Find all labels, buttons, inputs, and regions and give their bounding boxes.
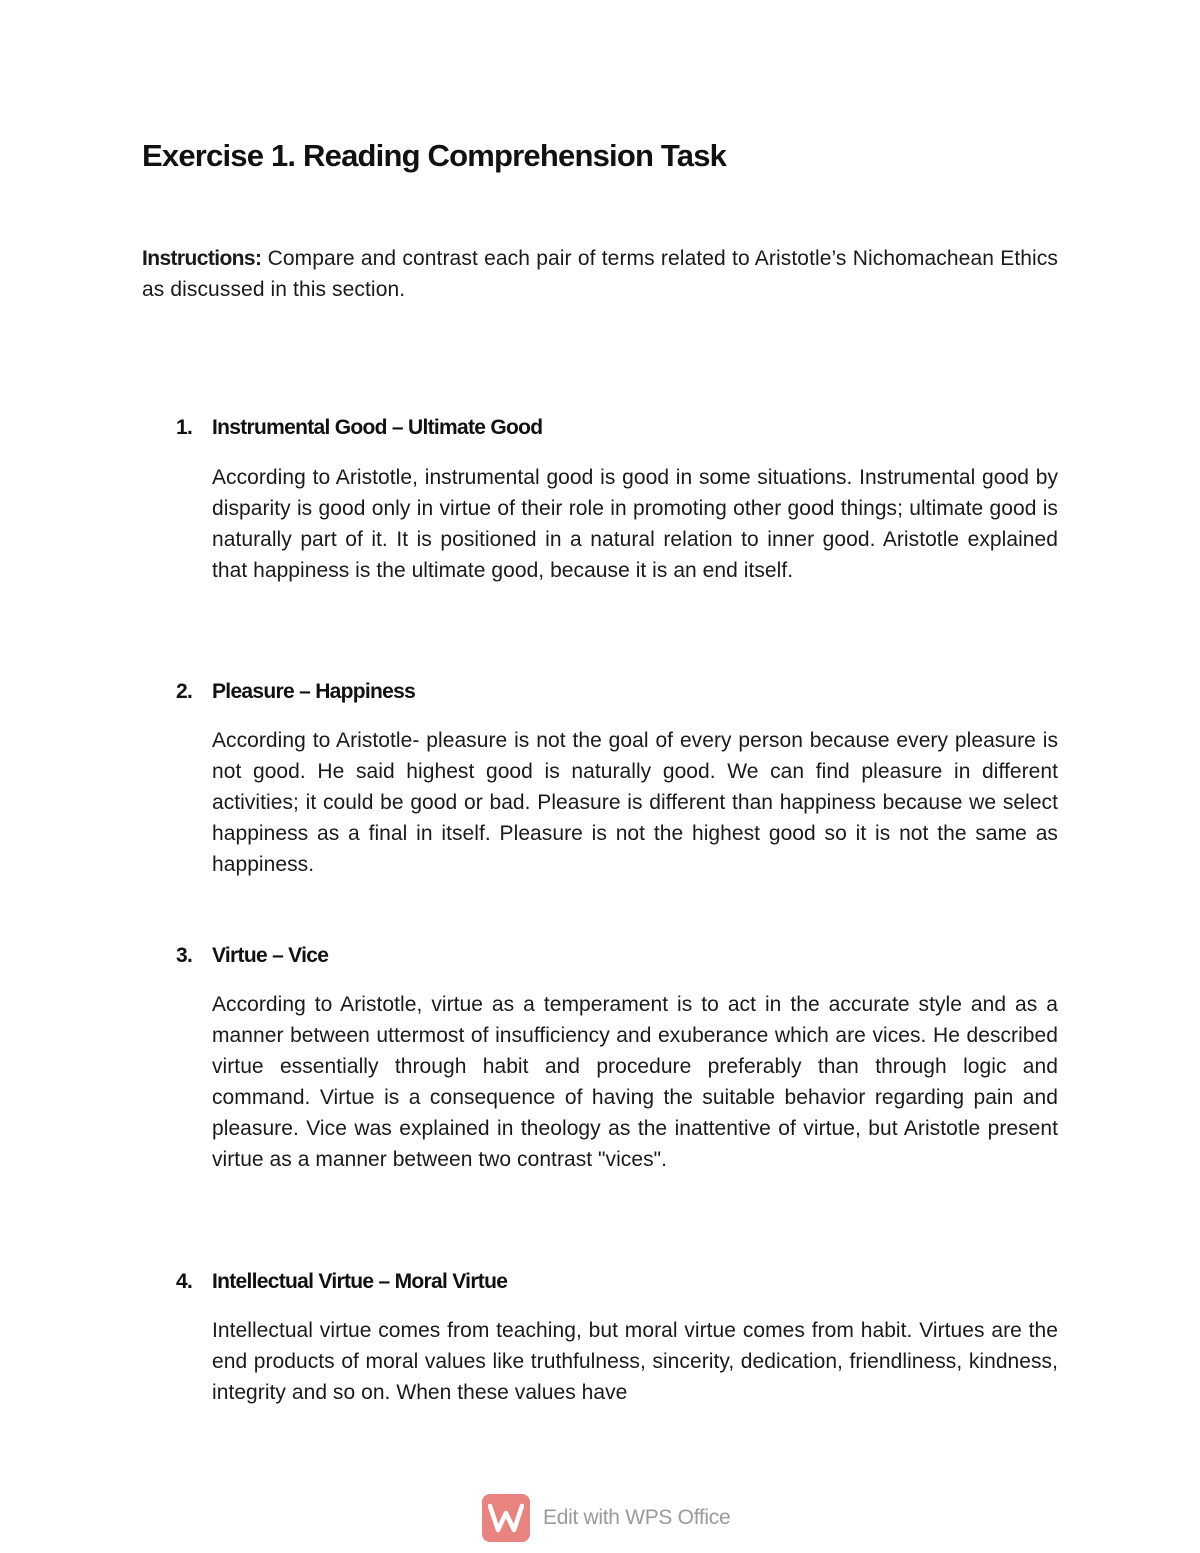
page-title: Exercise 1. Reading Comprehension Task — [142, 138, 727, 173]
item-number: 3. — [176, 944, 193, 967]
item-heading-text: Pleasure – Happiness — [212, 680, 416, 703]
item-number: 4. — [176, 1270, 193, 1293]
item-body-4: Intellectual virtue comes from teaching, but moral virtue comes from habit. Virtues are the end products of moral values like truthfulness, sincerity, dedication, friendliness, kindness, integrity and so on. When these values have — [212, 1319, 1058, 1404]
edit-with-wps-label: Edit with WPS Office — [543, 1506, 731, 1529]
item-heading-3 — [176, 944, 328, 968]
item-body-2: According to Aristotle- pleasure is not the goal of every person because every pleasure is not good. He said highest good is naturally good. We can find pleasure in different activities; it could be good or bad. Pleasure is different than happiness because we select happiness as a final in itself. Pleasure is not the highest good so it is not the same as happiness. — [212, 729, 1058, 876]
item-heading-text: Intellectual Virtue – Moral Virtue — [212, 1270, 508, 1293]
item-number: 1. — [176, 416, 193, 439]
wps-w-glyph — [488, 1503, 524, 1533]
item-body-1: According to Aristotle, instrumental good is good in some situations. Instrumental good by disparity is good only in virtue of their role in promoting other good things; ultimate good is naturally part of it. It is positioned in a natural relation to inner good. Aristotle explained that happiness is the ultimate good, because it is an end itself. — [212, 466, 1058, 582]
item-heading-text: Virtue – Vice — [212, 944, 329, 967]
item-heading-4 — [176, 1270, 507, 1294]
edit-with-wps-badge[interactable] — [482, 1494, 730, 1542]
item-body-3: According to Aristotle, virtue as a temperament is to act in the accurate style and as a manner between uttermost of insufficiency and exuberance which are vices. He described virtue essentially through habit and procedure preferably than through logic and command. Virtue is a consequence of having the suitable behavior regarding pain and pleasure. Vice was explained in theology as the inattentive of virtue, but Aristotle present virtue as a manner between two contrast "vices". — [212, 993, 1058, 1171]
wps-office-logo-icon — [482, 1494, 530, 1542]
item-heading-1 — [176, 416, 542, 440]
instructions-text: Compare and contrast each pair of terms related to Aristotle’s Nichomachean Ethics as discussed in this section. — [142, 247, 1058, 301]
item-number: 2. — [176, 680, 193, 703]
instructions-label: Instructions: — [142, 247, 262, 270]
item-heading-text: Instrumental Good – Ultimate Good — [212, 416, 543, 439]
item-heading-2 — [176, 680, 415, 704]
instructions-paragraph — [142, 243, 1058, 305]
